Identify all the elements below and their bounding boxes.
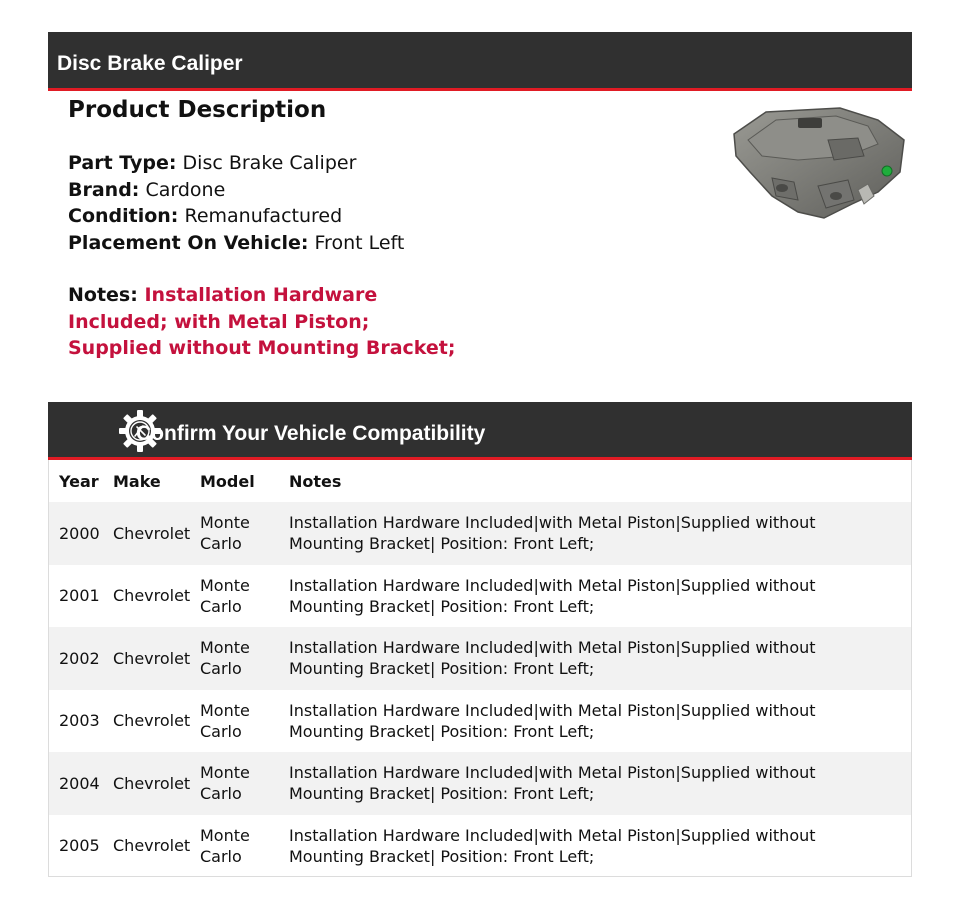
col-year: Year [59, 471, 99, 491]
spec-label: Part Type: [68, 152, 177, 174]
table-row [49, 627, 911, 690]
table-row [49, 502, 911, 565]
product-notes [68, 282, 458, 362]
cell-model: Monte Carlo [200, 575, 250, 616]
cell-notes: Installation Hardware Included|with Metal Piston|Supplied without Mounting Bracket| Position: Front Left; [289, 825, 816, 866]
spec-list [68, 150, 404, 256]
cell-model: Monte Carlo [200, 825, 250, 866]
cell-model: Monte Carlo [200, 627, 289, 690]
spec-value: Remanufactured [184, 205, 343, 227]
compat-table-container [48, 460, 912, 877]
notes-value: Installation Hardware Included; with Metal Piston; Supplied without Mounting Bracket; [68, 284, 456, 359]
spec-label: Brand: [68, 178, 140, 201]
spec-value: Disc Brake Caliper [182, 152, 357, 174]
cell-make: Chevrolet [113, 711, 191, 731]
table-row [49, 815, 911, 878]
cell-notes: Installation Hardware Included|with Metal Piston|Supplied without Mounting Bracket| Position: Front Left; [289, 627, 911, 690]
cell-make: Chevrolet [113, 502, 200, 565]
col-model: Model [200, 471, 255, 491]
spec-value: Front Left [314, 231, 405, 254]
title-banner [48, 32, 912, 91]
spec-placement [68, 230, 404, 257]
cell-year: 2004 [49, 752, 113, 815]
spec-value: Cardone [145, 178, 226, 201]
table-header-row [49, 460, 911, 502]
cell-make: Chevrolet [113, 586, 191, 606]
cell-notes: Installation Hardware Included|with Metal Piston|Supplied without Mounting Bracket| Position: Front Left; [289, 700, 816, 741]
cell-year: 2002 [49, 627, 113, 690]
product-title: Disc Brake Caliper [57, 52, 243, 75]
cell-notes: Installation Hardware Included|with Metal Piston|Supplied without Mounting Bracket| Position: Front Left; [289, 752, 911, 815]
cell-notes: Installation Hardware Included|with Metal Piston|Supplied without Mounting Bracket| Position: Front Left; [289, 502, 911, 565]
cell-make: Chevrolet [113, 752, 200, 815]
table-row [49, 752, 911, 815]
table-row [49, 690, 911, 753]
cell-make: Chevrolet [113, 627, 200, 690]
cell-model: Monte Carlo [200, 752, 289, 815]
cell-make: Chevrolet [113, 836, 191, 856]
spec-condition [68, 203, 404, 230]
compat-banner [48, 402, 912, 460]
table-row [49, 565, 911, 628]
cell-year: 2001 [59, 586, 100, 606]
notes-label: Notes: [68, 284, 138, 306]
brake-caliper-photo [728, 100, 908, 235]
cell-model: Monte Carlo [200, 700, 250, 741]
cell-year: 2005 [59, 836, 100, 856]
col-make: Make [113, 471, 161, 491]
spec-label: Condition: [68, 205, 179, 227]
cell-year: 2003 [59, 711, 100, 731]
compat-title: Confirm Your Vehicle Compatibility [136, 422, 486, 445]
cell-notes: Installation Hardware Included|with Metal Piston|Supplied without Mounting Bracket| Position: Front Left; [289, 575, 816, 616]
compat-table [49, 460, 911, 877]
description-heading: Product Description [68, 97, 327, 123]
spec-label: Placement On Vehicle: [68, 231, 309, 254]
cell-model: Monte Carlo [200, 502, 289, 565]
spec-brand [68, 177, 404, 204]
col-notes: Notes [289, 471, 342, 491]
cell-year: 2000 [49, 502, 113, 565]
spec-part-type [68, 150, 404, 177]
